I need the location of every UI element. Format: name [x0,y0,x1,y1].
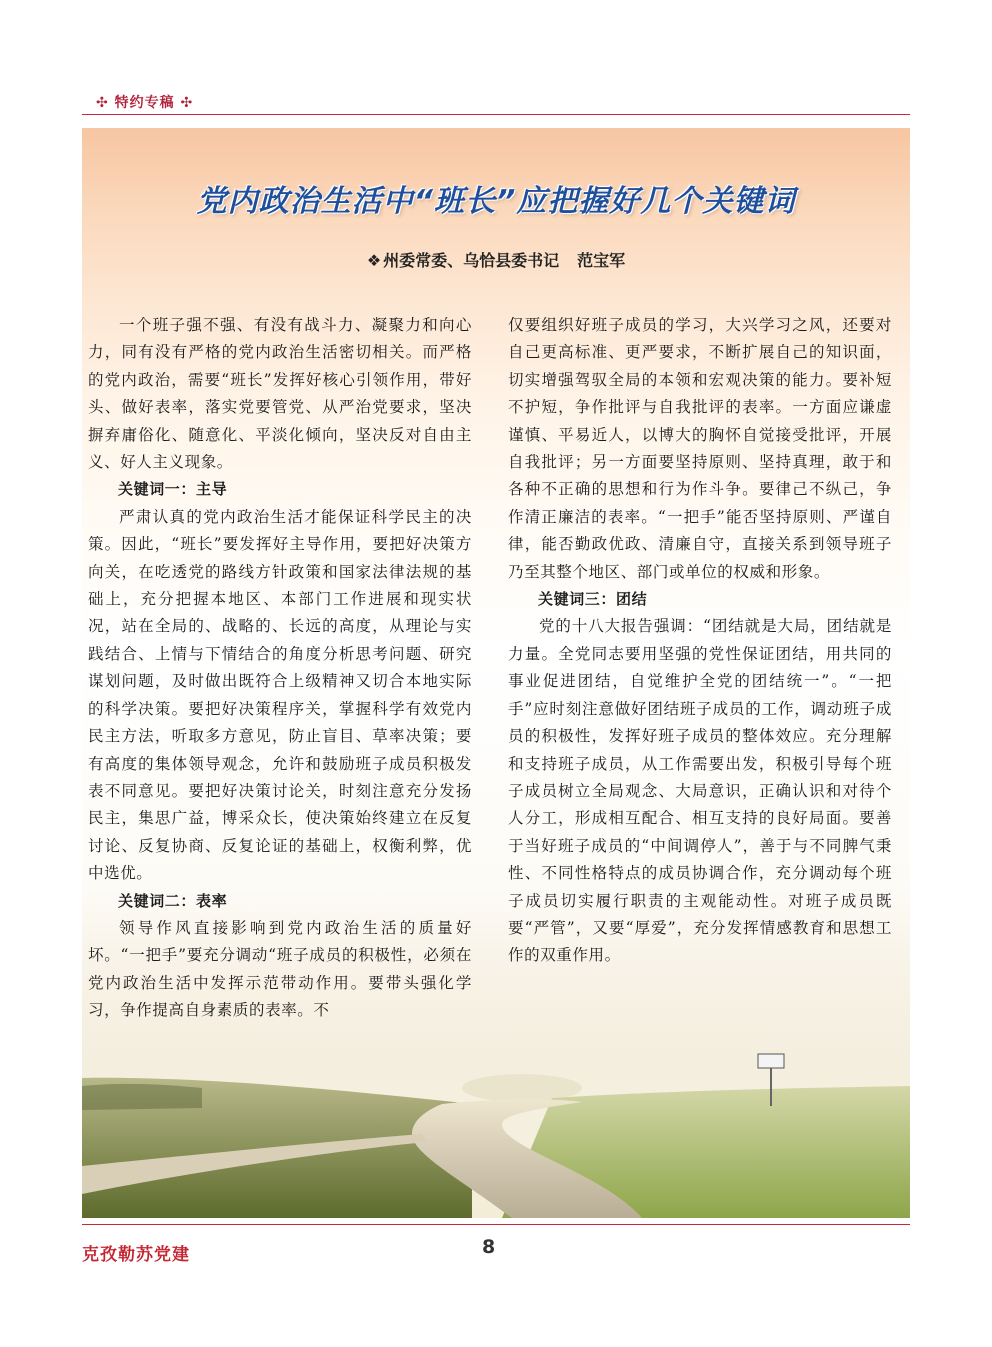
keyword-heading-3: 关键词三：团结 [538,590,648,609]
bottom-divider [82,1224,910,1225]
magazine-logo: 克孜勒苏党建 [82,1245,190,1265]
page-number: 8 [482,1236,496,1258]
article-title: 党内政治生活中“班长”应把握好几个关键词 [196,184,796,219]
left-column [88,312,472,1025]
article-panel [82,128,910,1218]
author-name: 范宝军 [577,251,626,270]
diamond-bullet-icon: ❖ [366,251,382,270]
paragraph-keyword-2: 领导作风直接影响到党内政治生活的质量好坏。“一把手”要充分调动“班子成员的积极性，必须在党内政治生活中发挥示范带动作用。要带头强化学习，争作提高自身素质的表率。不 [88,918,472,1020]
keyword-heading-1: 关键词一：主导 [118,480,228,499]
keyword-heading-2: 关键词二：表率 [118,891,228,910]
paragraph-keyword-1: 严肃认真的党内政治生活才能保证科学民主的决策。因此，“班长”要发挥好主导作用，要把好决策方向关，在吃透党的路线方针政策和国家法律法规的基础上，充分把握本地区、本部门工作进展和现实状况，站在全局的、战略的、长远的高度，从理论与实践结合、上情与下情结合的角度分析思考问题、研究谋划问题，及时做出既符合上级精神又切合本地实际的科学决策。要把好决策程序关，掌握科学有效党内民主方法，听取多方意见，防止盲目、草率决策；要有高度的集体领导观念，允许和鼓励班子成员积极发表不同意见。要把好决策讨论关，时刻注意充分发扬民主，集思广益，博采众长，使决策始终建立在反复讨论、反复协商、反复论证的基础上，权衡利弊，优中选优。 [88,507,472,883]
paragraph-keyword-2-continued: 仅要组织好班子成员的学习，大兴学习之风，还要对自己更高标准、更严要求，不断扩展自己的知识面，切实增强驾驭全局的本领和宏观决策的能力。要补短不护短，争作批评与自我批评的表率。一方面应谦虚谨慎、平易近人，以博大的胸怀自觉接受批评，开展自我批评；另一方面要坚持原则、坚持真理，敢于和各种不正确的思想和行为作斗争。要律己不纵己，争作清正廉洁的表率。“一把手”能否坚持原则、严谨自律，能否勤政优政、清廉自守，直接关系到领导班子乃至其整个地区、部门或单位的权威和形象。 [508,316,892,581]
paragraph-keyword-3: 党的十八大报告强调：“团结就是大局，团结就是力量。全党同志要用坚强的党性保证团结，用共同的事业促进团结，自觉维护全党的团结统一”。“一把手”应时刻注意做好团结班子成员的工作，调动班子成员的积极性，发挥好班子成员的整体效应。充分理解和支持班子成员，从工作需要出发，积极引导每个班子成员树立全局观念、大局意识，正确认识和对待个人分工，形成相互配合、相互支持的良好局面。要善于当好班子成员的“中间调停人”，善于与不同脾气秉性、不同性格特点的成员协调合作，充分调动每个班子成员切实履行职责的主观能动性。对班子成员既要“严管”，又要“厚爱”，充分发挥情感教育和思想工作的双重作用。 [508,617,892,965]
section-tag: ✣ 特约专稿 ✣ [96,95,194,111]
author-role: 州委常委、乌恰县委书记 [383,251,560,270]
top-divider [82,114,910,115]
right-column [508,312,892,970]
byline [82,248,910,271]
paragraph-intro: 一个班子强不强、有没有战斗力、凝聚力和向心力，同有没有严格的党内政治生活密切相关。而严格的党内政治，需要“班长”发挥好核心引领作用，带好头、做好表率，落实党要管党、从严治党要求，坚决摒弃庸俗化、随意化、平淡化倾向，坚决反对自由主义、好人主义现象。 [88,316,472,472]
